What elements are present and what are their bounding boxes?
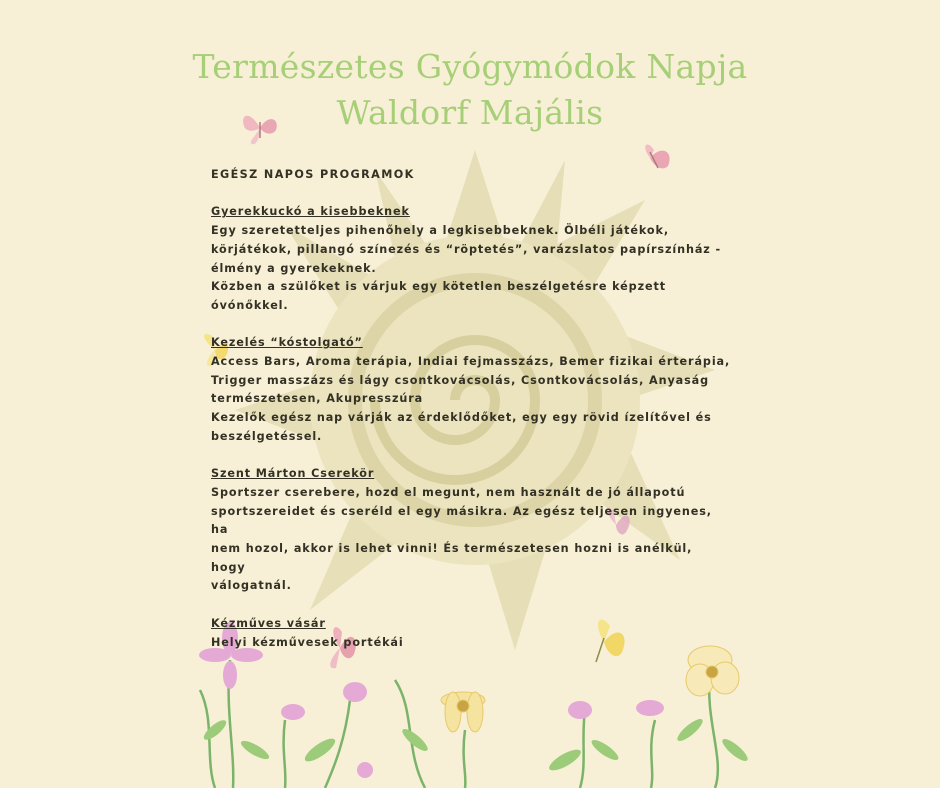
section-gyerekkucko bbox=[211, 203, 731, 315]
section-line: Trigger masszázs és lágy csontkovácsolás, Csontkovácsolás, Anyaság bbox=[211, 373, 710, 387]
program-content bbox=[211, 166, 731, 652]
section-line: Kezelők egész nap várják az érdeklődőket, egy egy rövid ízelítővel és bbox=[211, 411, 712, 425]
section-line: élmény a gyerekeknek. bbox=[211, 261, 377, 275]
section-title: Kezelés “kóstolgató” bbox=[211, 336, 363, 350]
section-line: nem hozol, akkor is lehet vinni! És természetesen hozni is anélkül, hogy bbox=[211, 542, 693, 574]
section-title: Kézműves vásár bbox=[211, 616, 326, 630]
section-line: körjátékok, pillangó színezés és “röptetés”, varázslatos papírszínház - bbox=[211, 242, 722, 256]
section-line: Access Bars, Aroma terápia, Indiai fejmasszázs, Bemer fizikai érterápia, bbox=[211, 355, 731, 368]
programs-heading: EGÉSZ NAPOS PROGRAMOK bbox=[211, 168, 415, 181]
section-line: Helyi kézművesek portékái bbox=[211, 635, 404, 649]
section-line: Sportszer cserebere, hozd el megunt, nem használt de jó állapotú bbox=[211, 485, 686, 499]
section-line: sportszereidet és cseréld el egy másikra. Az egész teljesen ingyenes, ha bbox=[211, 504, 712, 537]
section-cserekor bbox=[211, 465, 731, 596]
section-line: természetesen, Akupresszúra bbox=[211, 392, 424, 406]
butterfly-icon bbox=[238, 108, 282, 148]
section-line: beszélgetéssel. bbox=[211, 429, 323, 443]
section-line: Egy szeretetteljes pihenőhely a legkisebbeknek. Ölbéli játékok, bbox=[211, 224, 669, 238]
section-line: Közben a szülőket is várjuk egy kötetlen beszélgetésre képzett óvónőkkel. bbox=[211, 280, 666, 312]
section-kezeles bbox=[211, 334, 731, 446]
title-line-1: Természetes Gyógymódok Napja bbox=[192, 47, 748, 86]
section-line: válogatnál. bbox=[211, 579, 292, 593]
section-title: Gyerekkuckó a kisebbeknek bbox=[211, 205, 410, 219]
section-title: Szent Márton Cserekör bbox=[211, 467, 375, 481]
section-vasar bbox=[211, 615, 731, 652]
title-line-2: Waldorf Majális bbox=[336, 93, 604, 132]
page-title bbox=[0, 44, 940, 136]
